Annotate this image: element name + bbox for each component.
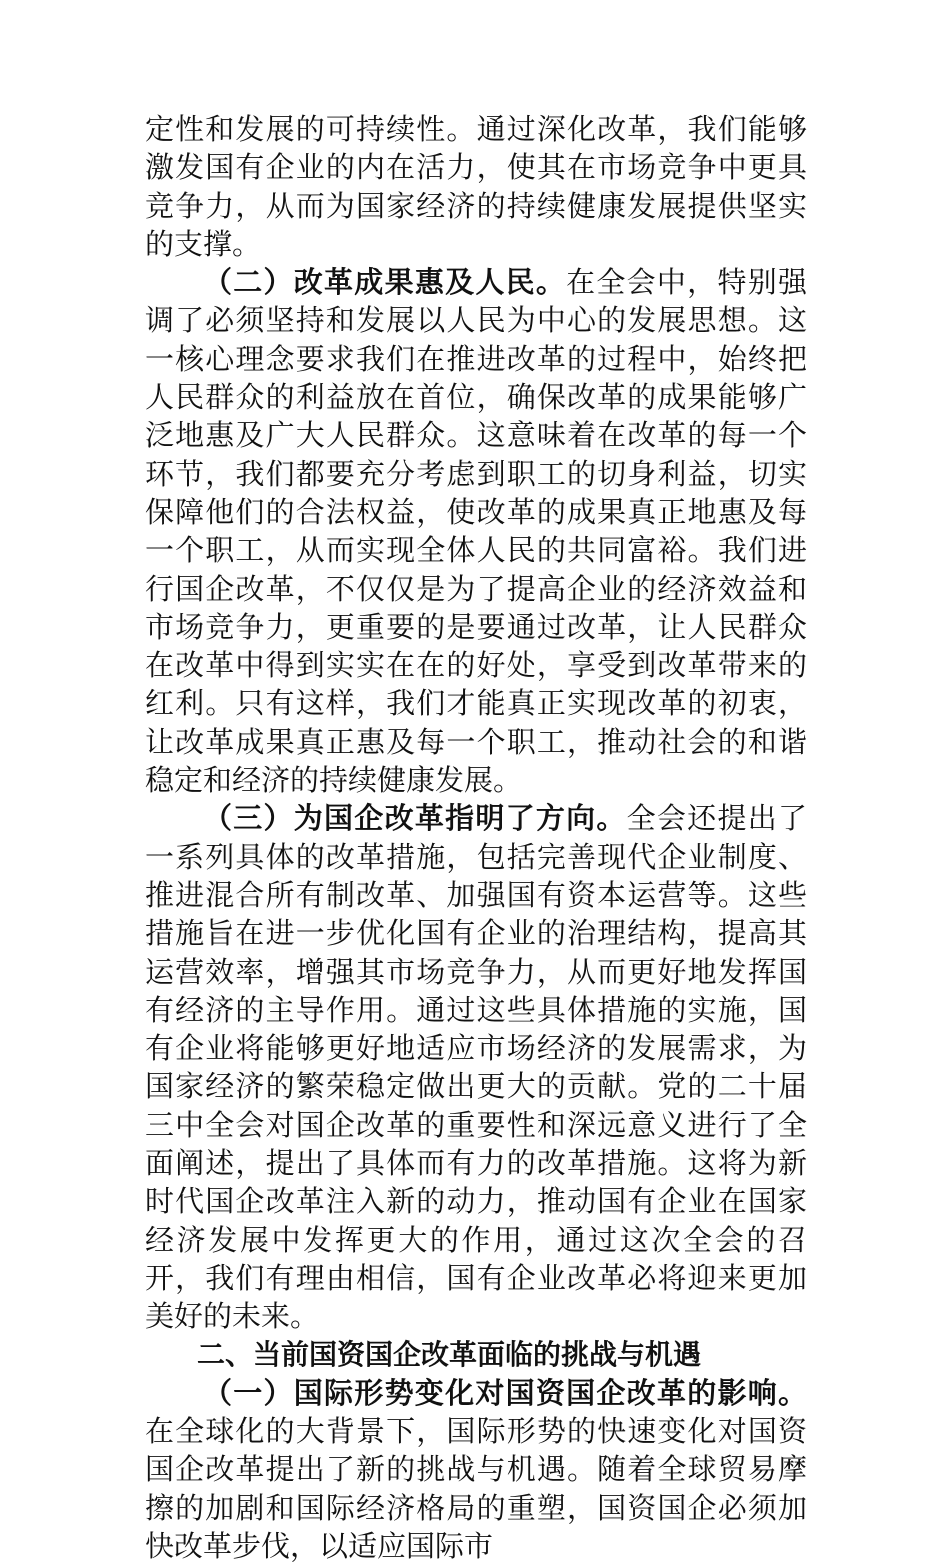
paragraph-text: 全会还提出了一系列具体的改革措施，包括完善现代企业制度、推进混合所有制改革、加强国有资本运营等。这些措施旨在进一步优化国有企业的治理结构，提高其运营效率，增强其市场竞争力，从而更好地发挥国有经济的主导作用。通过这些具体措施的实施，国有企业将能够更好地适应市场经济的发展需求，为国家经济的繁荣稳定做出更大的贡献。党的二十届三中全会对国企改革的重要性和深远意义进行了全面阐述，提出了具体而有力的改革措施。这将为新时代国企改革注入新的动力，推动国有企业在国家经济发展中发挥更大的作用，通过这次全会的召开，我们有理由相信，国有企业改革必将迎来更加美好的未来。 [145, 801, 807, 1334]
paragraph-lead: （一）国际形势变化对国资国企改革的影响。 [203, 1375, 807, 1410]
paragraph-lead: （三）为国企改革指明了方向。 [203, 801, 627, 836]
paragraph-continuation [145, 110, 807, 263]
paragraph-lead: （二）改革成果惠及人民。 [203, 265, 567, 300]
paragraph-text: 在全会中，特别强调了必须坚持和发展以人民为中心的发展思想。这一核心理念要求我们在推进改革的过程中，始终把人民群众的利益放在首位，确保改革的成果能够广泛地惠及广大人民群众。这意味着在改革的每一个环节，我们都要充分考虑到职工的切身利益，切实保障他们的合法权益，使改革的成果真正地惠及每一个职工，从而实现全体人民的共同富裕。我们进行国企改革，不仅仅是为了提高企业的经济效益和市场竞争力，更重要的是要通过改革，让人民群众在改革中得到实实在在的好处，享受到改革带来的红利。只有这样，我们才能真正实现改革的初衷，让改革成果真正惠及每一个职工，推动社会的和谐稳定和经济的持续健康发展。 [145, 265, 807, 798]
document-body [145, 110, 807, 1565]
paragraph-benefit-people [145, 263, 807, 799]
section-heading: 二、当前国资国企改革面临的挑战与机遇 [197, 1337, 702, 1371]
paragraph-text: 定性和发展的可持续性。通过深化改革，我们能够激发国有企业的内在活力，使其在市场竞争中更具竞争力，从而为国家经济的持续健康发展提供坚实的支撑。 [145, 112, 807, 261]
paragraph-reform-direction [145, 799, 807, 1335]
paragraph-international-situation [145, 1374, 807, 1565]
paragraph-text: 在全球化的大背景下，国际形势的快速变化对国资国企改革提出了新的挑战与机遇。随着全球贸易摩擦的加剧和国际经济格局的重塑，国资国企必须加快改革步伐，以适应国际市 [145, 1414, 807, 1563]
